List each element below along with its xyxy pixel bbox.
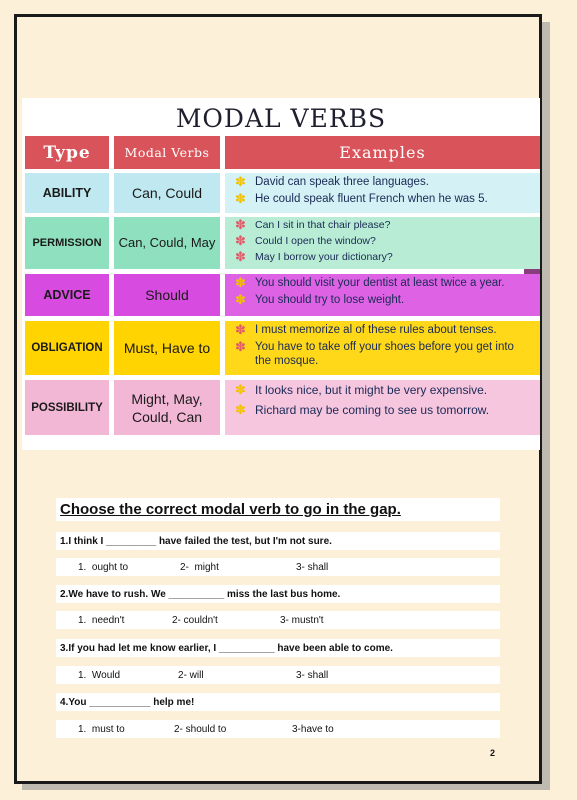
example-item: ✽ I must memorize al of these rules about tenses. — [235, 321, 497, 337]
options-1 — [56, 558, 500, 576]
flower-icon: ✽ — [235, 338, 246, 354]
example-item: ✽ May I borrow your dictionary? — [235, 249, 393, 264]
flower-icon: ✽ — [235, 291, 246, 307]
options-4 — [56, 720, 500, 738]
modal-cell: Must, Have to — [114, 321, 220, 375]
row-advice — [22, 274, 540, 316]
option[interactable]: 2- might — [180, 562, 219, 573]
modal-cell: Can, Could — [114, 173, 220, 213]
flower-icon: ✽ — [235, 402, 246, 417]
header-type: Type — [25, 136, 109, 169]
question-3: 3.If you had let me know earlier, I __________ have been able to come. — [56, 639, 500, 657]
examples-cell — [225, 173, 540, 213]
option[interactable]: 3- shall — [296, 670, 329, 681]
page-number: 2 — [490, 748, 496, 758]
flower-icon: ✽ — [235, 382, 246, 397]
example-item: ✽ You should visit your dentist at least twice a year. — [235, 274, 505, 290]
row-possibility — [22, 380, 540, 435]
question-4: 4.You ___________ help me! — [56, 693, 500, 711]
question-2: 2.We have to rush. We __________ miss the last bus home. — [56, 585, 500, 603]
example-item: ✽ Can I sit in that chair please? — [235, 217, 391, 232]
flower-icon: ✽ — [235, 173, 246, 189]
type-cell: ADVICE — [25, 274, 109, 316]
option[interactable]: 1. needn't — [78, 615, 125, 626]
flower-icon: ✽ — [235, 233, 246, 248]
example-item: ✽ David can speak three languages. — [235, 173, 429, 189]
exercise-title: Choose the correct modal verb to go in the gap. — [56, 498, 500, 521]
option[interactable]: 3-have to — [292, 724, 334, 735]
type-cell: ABILITY — [25, 173, 109, 213]
example-item: ✽ It looks nice, but it might be very expensive. — [235, 382, 488, 397]
row-permission — [22, 217, 540, 269]
modal-cell: Can, Could, May — [114, 217, 220, 269]
examples-cell — [225, 380, 540, 435]
type-cell: PERMISSION — [25, 217, 109, 269]
examples-cell — [225, 321, 540, 375]
page-shadow — [22, 784, 550, 790]
example-item: ✽ He could speak fluent French when he was 5. — [235, 190, 488, 206]
modal-verbs-chart — [22, 98, 540, 450]
example-item: ✽ You have to take off your shoes before you get into the mosque. — [235, 338, 514, 367]
example-item: ✽ Richard may be coming to see us tomorrow. — [235, 402, 490, 417]
flower-icon: ✽ — [235, 274, 246, 290]
examples-cell — [225, 274, 540, 316]
option[interactable]: 3- mustn't — [280, 615, 324, 626]
option[interactable]: 2- couldn't — [172, 615, 218, 626]
modal-cell: Might, May, Could, Can — [114, 380, 220, 435]
chart-header-row — [22, 136, 540, 169]
flower-icon: ✽ — [235, 217, 246, 232]
header-modal-verbs: Modal Verbs — [114, 136, 220, 169]
header-examples: Examples — [225, 136, 540, 169]
options-2 — [56, 611, 500, 629]
option[interactable]: 1. must to — [78, 724, 125, 735]
type-cell: OBLIGATION — [25, 321, 109, 375]
options-3 — [56, 666, 500, 684]
flower-icon: ✽ — [235, 321, 246, 337]
type-cell: POSSIBILITY — [25, 380, 109, 435]
example-item: ✽ Could I open the window? — [235, 233, 376, 248]
option[interactable]: 2- will — [178, 670, 204, 681]
option[interactable]: 3- shall — [296, 562, 329, 573]
chart-title: MODAL VERBS — [175, 104, 387, 133]
example-item: ✽ You should try to lose weight. — [235, 291, 405, 307]
flower-icon: ✽ — [235, 190, 246, 206]
row-obligation — [22, 321, 540, 375]
flower-icon: ✽ — [235, 249, 246, 264]
option[interactable]: 2- should to — [174, 724, 227, 735]
option[interactable]: 1. Would — [78, 670, 121, 681]
row-ability — [22, 173, 540, 213]
option[interactable]: 1. ought to — [78, 562, 129, 573]
examples-cell — [225, 217, 540, 269]
question-1: 1.I think I _________ have failed the test, but I'm not sure. — [56, 532, 500, 550]
modal-cell: Should — [114, 274, 220, 316]
page-shadow — [542, 22, 550, 790]
